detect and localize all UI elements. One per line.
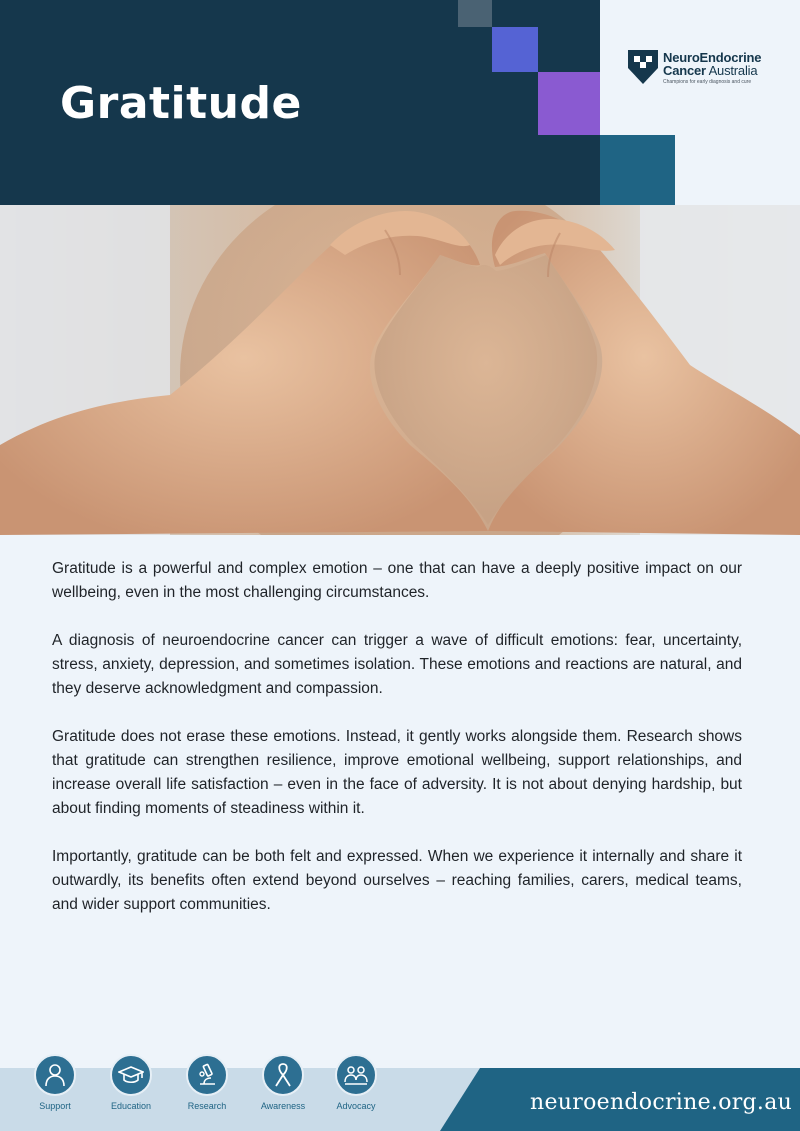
decorative-square-purple (538, 72, 600, 135)
decorative-square-grey (458, 0, 492, 27)
brand-name-australia: Australia (705, 63, 758, 78)
pillar-label-research: Research (187, 1101, 227, 1111)
pillar-education[interactable] (101, 1054, 161, 1111)
paragraph-research: Gratitude does not erase these emotions. Instead, it gently works alongside them. Research shows that gratitude can strengthen resilience, improve emotional wellbeing, support relationships, and increase overall life satisfaction – even in the face of adversity. It is not about denying hardship, but about finding moments of steadiness within it. (52, 728, 742, 817)
person-icon (34, 1054, 76, 1096)
brand-name-cancer: Cancer (663, 63, 706, 78)
website-link[interactable]: neuroendocrine.org.au (530, 1090, 793, 1115)
brand-tagline: Champions for early diagnosis and cure (663, 79, 752, 85)
ribbon-icon (262, 1054, 304, 1096)
article-body (52, 557, 742, 941)
pillar-label-awareness: Awareness (260, 1101, 306, 1111)
brand-name-line1: NeuroEndocrine (663, 50, 762, 65)
paragraph-diagnosis: A diagnosis of neuroendocrine cancer can trigger a wave of difficult emotions: fear, uncertainty, stress, anxiety, depression, and sometimes isolation. These emotions and reactions are natural, and they deserve acknowledgment and compassion. (52, 632, 742, 697)
brand-logo[interactable] (628, 50, 793, 90)
paragraph-expression: Importantly, gratitude can be both felt and expressed. When we experience it internally and share it outwardly, its benefits often extend beyond ourselves – reaching families, carers, medical teams, and wider support communities. (52, 848, 742, 913)
heart-hands-illustration (0, 205, 800, 535)
microscope-icon (186, 1054, 228, 1096)
brand-shield-icon (628, 50, 658, 86)
paragraph-intro: Gratitude is a powerful and complex emotion – one that can have a deeply positive impact on our wellbeing, even in the most challenging circumstances. (52, 560, 742, 601)
pillar-label-support: Support (39, 1101, 71, 1111)
pillar-label-advocacy: Advocacy (336, 1101, 376, 1111)
graduation-cap-icon (110, 1054, 152, 1096)
page-title: Gratitude (60, 78, 302, 129)
pillar-advocacy[interactable] (326, 1054, 386, 1111)
header (0, 0, 800, 205)
pillar-research[interactable] (177, 1054, 237, 1111)
decorative-square-teal (600, 135, 675, 205)
group-icon (335, 1054, 377, 1096)
hero-photo (0, 205, 800, 535)
pillar-label-education: Education (110, 1101, 152, 1111)
pillar-support[interactable] (25, 1054, 85, 1111)
pillar-awareness[interactable] (253, 1054, 313, 1111)
brand-name-line2 (663, 64, 757, 77)
decorative-square-blue (492, 27, 538, 72)
